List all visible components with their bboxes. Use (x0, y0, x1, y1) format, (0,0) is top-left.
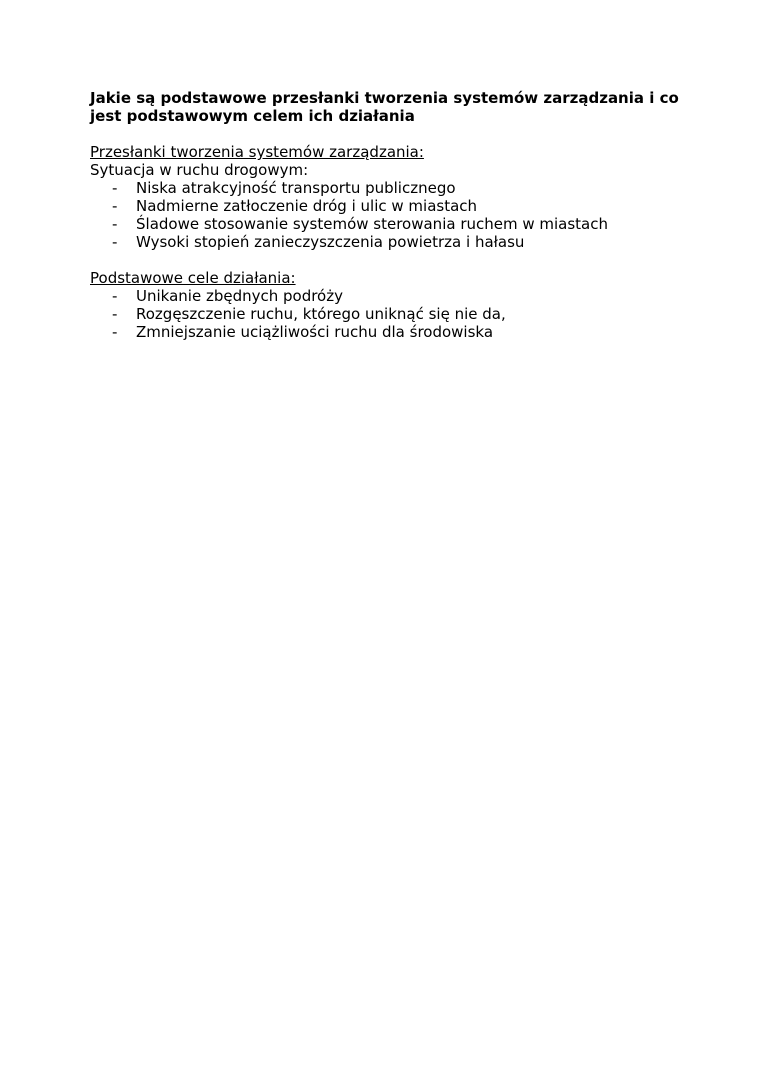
list-item (90, 305, 690, 323)
premises-list (90, 179, 690, 251)
dash-bullet: - (112, 215, 118, 233)
list-item (90, 197, 690, 215)
dash-bullet: - (112, 323, 118, 341)
list-item (90, 179, 690, 197)
dash-bullet: - (112, 287, 118, 305)
list-item (90, 233, 690, 251)
list-item-text: Rozgęszczenie ruchu, którego uniknąć się nie da, (136, 305, 506, 323)
dash-bullet: - (112, 197, 118, 215)
list-item-text: Unikanie zbędnych podróży (136, 287, 343, 305)
list-item-text: Śladowe stosowanie systemów sterowania ruchem w miastach (136, 215, 609, 233)
list-item-text: Nadmierne zatłoczenie dróg i ulic w miastach (136, 197, 478, 215)
dash-bullet: - (112, 179, 118, 197)
section-heading: Przesłanki tworzenia systemów zarządzania: (90, 143, 424, 161)
goals-list (90, 287, 690, 341)
section-heading: Podstawowe cele działania: (90, 269, 296, 287)
list-item (90, 287, 690, 305)
section-premises (90, 143, 690, 251)
list-item-text: Zmniejszanie uciążliwości ruchu dla środowiska (136, 323, 494, 341)
list-item-text: Niska atrakcyjność transportu publicznego (136, 179, 456, 197)
dash-bullet: - (112, 305, 118, 323)
list-item-text: Wysoki stopień zanieczyszczenia powietrza i hałasu (136, 233, 525, 251)
list-item (90, 323, 690, 341)
dash-bullet: - (112, 233, 118, 251)
document-body (90, 89, 690, 341)
list-item (90, 215, 690, 233)
document-title: Jakie są podstawowe przesłanki tworzenia systemów zarządzania i co jest podstawowym celem ich działania (90, 89, 679, 125)
section-goals (90, 269, 690, 341)
section-intro: Sytuacja w ruchu drogowym: (90, 161, 309, 179)
